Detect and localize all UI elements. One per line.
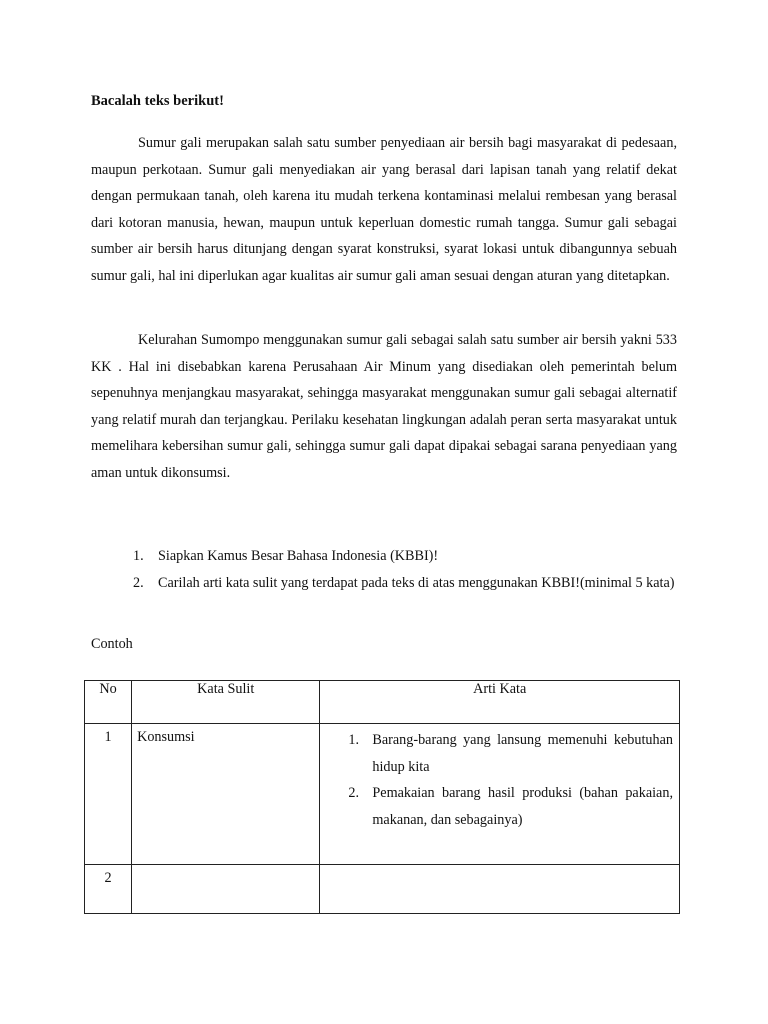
row-word bbox=[132, 865, 320, 914]
header-arti-kata: Arti Kata bbox=[320, 681, 680, 724]
meaning-item bbox=[348, 727, 673, 780]
paragraph-1: Sumur gali merupakan salah satu sumber penyediaan air bersih bagi masyarakat di pedesaan, maupun perkotaan. Sumur gali menyediakan air yang berasal dari lapisan tanah yang relatif dekat dengan permukaan tanah, oleh karena itu mudah terkena kontaminasi melalui rembesan yang berasal dari kotoran manusia, hewan, maupun untuk keperluan domestic rumah tangga. Sumur gali sebagai sumber air bersih harus ditunjang dengan syarat konstruksi, syarat lokasi untuk dibangunnya sebuah sumur gali, hal ini diperlukan agar kualitas air sumur gali aman sesuai dengan aturan yang ditetapkan. bbox=[91, 135, 677, 284]
example-label: Contoh bbox=[91, 636, 133, 652]
table-row bbox=[85, 865, 680, 914]
task-text: Siapkan Kamus Besar Bahasa Indonesia (KBBI)! bbox=[158, 548, 439, 564]
row-word: Konsumsi bbox=[132, 724, 320, 865]
table-header-row bbox=[85, 681, 680, 724]
meaning-list bbox=[348, 727, 673, 833]
meaning-number: 1. bbox=[348, 732, 360, 748]
row-meanings bbox=[320, 865, 680, 914]
meaning-text: Pemakaian barang hasil produksi (bahan pakaian, makanan, dan sebagainya) bbox=[372, 785, 673, 828]
meaning-text: Barang-barang yang lansung memenuhi kebutuhan hidup kita bbox=[372, 732, 673, 775]
task-number: 2. bbox=[133, 574, 144, 591]
task-item bbox=[133, 570, 678, 597]
task-number: 1. bbox=[133, 548, 144, 564]
task-text: Carilah arti kata sulit yang terdapat pada teks di atas menggunakan KBBI!(minimal 5 kata) bbox=[158, 574, 675, 591]
vocabulary-table bbox=[84, 680, 680, 914]
row-number: 1 bbox=[85, 724, 132, 865]
task-item bbox=[133, 543, 678, 570]
instruction-heading: Bacalah teks berikut! bbox=[91, 93, 224, 109]
row-meanings bbox=[320, 724, 680, 865]
header-kata-sulit: Kata Sulit bbox=[132, 681, 320, 724]
task-list bbox=[133, 543, 678, 596]
header-no: No bbox=[85, 681, 132, 724]
row-number: 2 bbox=[85, 865, 132, 914]
meaning-item bbox=[348, 780, 673, 833]
paragraph-2: Kelurahan Sumompo menggunakan sumur gali sebagai salah satu sumber air bersih yakni 533 KK . Hal ini disebabkan karena Perusahaan Air Minum yang disediakan oleh pemerintah belum sepenuhnya menjangkau masyarakat, sehingga masyarakat menggunakan sumur gali sebagai alternatif yang relatif murah dan terjangkau. Perilaku kesehatan lingkungan adalah peran serta masyarakat untuk memelihara kebersihan sumur gali, sehingga sumur gali dapat dipakai sebagai sarana penyediaan yang aman untuk dikonsumsi. bbox=[91, 332, 677, 481]
meaning-number: 2. bbox=[348, 785, 360, 801]
table-row bbox=[85, 724, 680, 865]
